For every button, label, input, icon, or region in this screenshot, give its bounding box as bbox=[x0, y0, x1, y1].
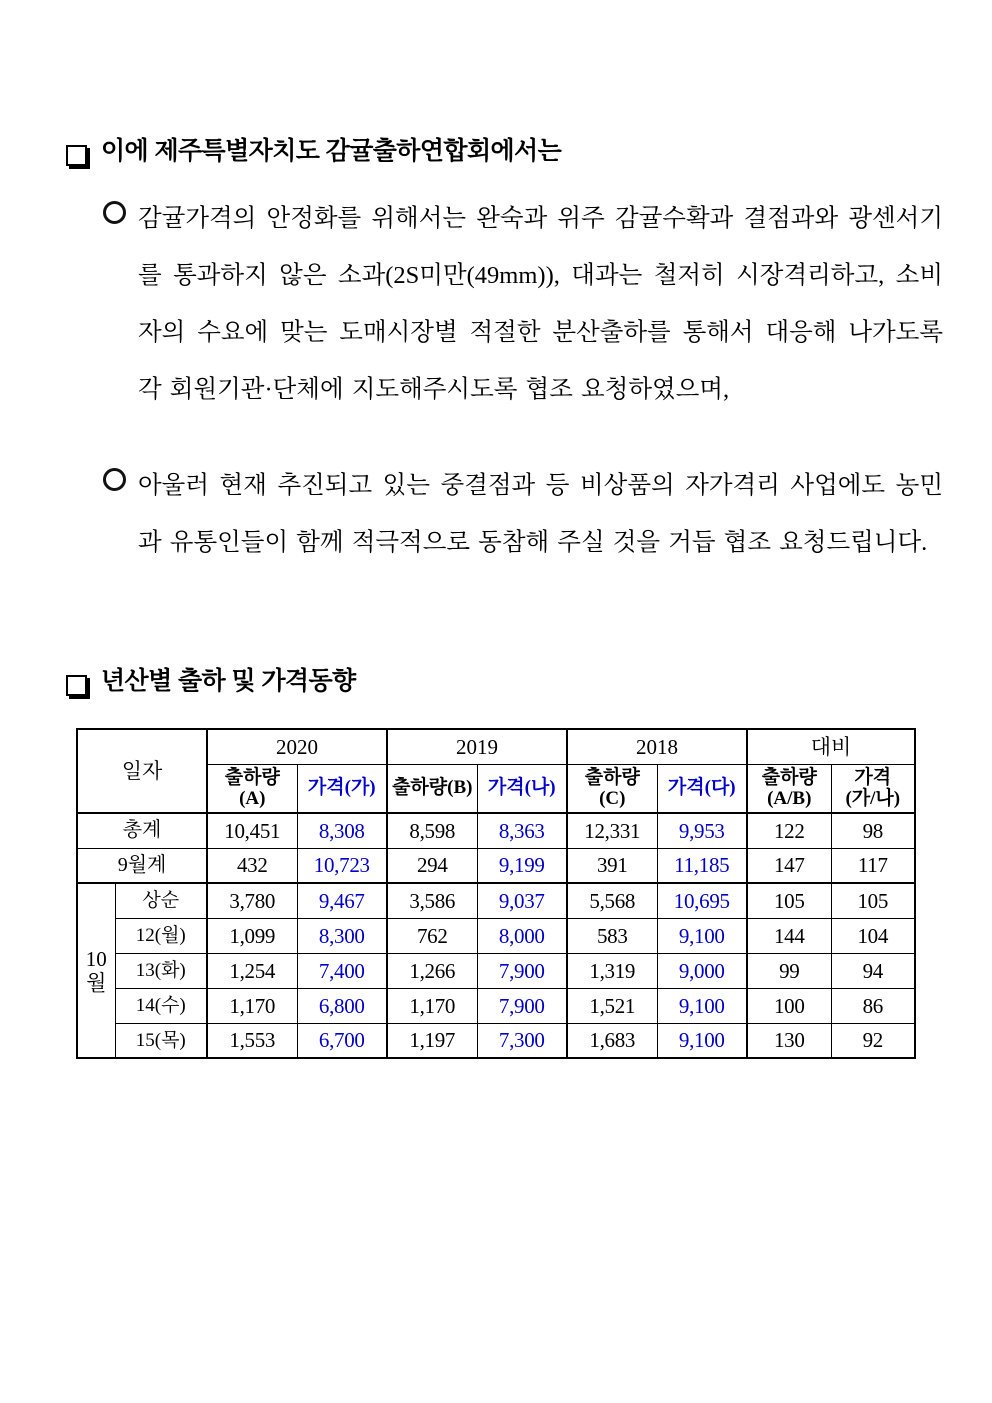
table-row bbox=[77, 883, 915, 918]
cell-compare-price: 86 bbox=[831, 988, 915, 1023]
cell-compare-shipment: 99 bbox=[747, 953, 831, 988]
table-row bbox=[77, 848, 915, 883]
section-heading-1-text: 이에 제주특별자치도 감귤출하연합회에서는 bbox=[101, 137, 562, 165]
cell-shipment-2019: 294 bbox=[387, 848, 477, 883]
cell-price-2020: 6,700 bbox=[297, 1023, 387, 1058]
cell-shipment-2018: 583 bbox=[567, 918, 657, 953]
cell-price-2019: 8,363 bbox=[477, 813, 567, 848]
cell-compare-shipment: 147 bbox=[747, 848, 831, 883]
cell-compare-price: 98 bbox=[831, 813, 915, 848]
cell-compare-shipment: 130 bbox=[747, 1023, 831, 1058]
month-label-line2: 월 bbox=[86, 970, 107, 995]
cell-shipment-2018: 391 bbox=[567, 848, 657, 883]
cell-compare-price: 105 bbox=[831, 883, 915, 918]
cell-price-2020: 6,800 bbox=[297, 988, 387, 1023]
cell-shipment-2020: 1,170 bbox=[207, 988, 297, 1023]
row-label: 12(월) bbox=[115, 918, 207, 953]
cell-shipment-2018: 1,319 bbox=[567, 953, 657, 988]
bullet-paragraph-1 bbox=[103, 190, 943, 418]
cell-price-2020: 8,300 bbox=[297, 918, 387, 953]
row-group-october bbox=[77, 883, 115, 1058]
cell-compare-shipment: 105 bbox=[747, 883, 831, 918]
cell-shipment-2019: 1,197 bbox=[387, 1023, 477, 1058]
cell-shipment-2020: 3,780 bbox=[207, 883, 297, 918]
cell-shipment-2018: 1,521 bbox=[567, 988, 657, 1023]
header-price-na: 가격(나) bbox=[477, 764, 567, 813]
cell-price-2020: 10,723 bbox=[297, 848, 387, 883]
month-label-line1: 10 bbox=[85, 946, 107, 971]
header-group-2019: 2019 bbox=[387, 729, 567, 764]
table-row bbox=[77, 988, 915, 1023]
header-price-ga: 가격(가) bbox=[297, 764, 387, 813]
header-group-2020: 2020 bbox=[207, 729, 387, 764]
cell-price-2018: 9,000 bbox=[657, 953, 747, 988]
circle-bullet-icon bbox=[103, 468, 126, 491]
cell-compare-shipment: 144 bbox=[747, 918, 831, 953]
header-compare-price-line2: (가/나) bbox=[845, 788, 901, 810]
header-date: 일자 bbox=[77, 729, 207, 813]
cell-price-2018: 9,100 bbox=[657, 1023, 747, 1058]
cell-shipment-2020: 10,451 bbox=[207, 813, 297, 848]
square-bullet-icon bbox=[66, 675, 87, 696]
cell-price-2020: 7,400 bbox=[297, 953, 387, 988]
header-shipment-c: 출하량(C) bbox=[567, 764, 657, 813]
cell-price-2020: 9,467 bbox=[297, 883, 387, 918]
shipment-price-table-container bbox=[76, 728, 914, 1059]
row-label: 총계 bbox=[77, 813, 207, 848]
table-row bbox=[77, 813, 915, 848]
table-row bbox=[77, 1023, 915, 1058]
cell-price-2018: 11,185 bbox=[657, 848, 747, 883]
section-heading-2-text: 년산별 출하 및 가격동향 bbox=[101, 667, 356, 695]
cell-compare-price: 104 bbox=[831, 918, 915, 953]
cell-price-2019: 7,300 bbox=[477, 1023, 567, 1058]
cell-compare-price: 92 bbox=[831, 1023, 915, 1058]
header-group-compare: 대비 bbox=[747, 729, 915, 764]
cell-price-2019: 7,900 bbox=[477, 953, 567, 988]
cell-shipment-2020: 1,553 bbox=[207, 1023, 297, 1058]
cell-price-2018: 9,100 bbox=[657, 988, 747, 1023]
row-label: 14(수) bbox=[115, 988, 207, 1023]
cell-price-2019: 9,037 bbox=[477, 883, 567, 918]
section-heading-1 bbox=[66, 136, 561, 167]
header-group-2018: 2018 bbox=[567, 729, 747, 764]
header-compare-price-line1: 가격 bbox=[854, 766, 892, 788]
header-compare-shipment-line2: (A/B) bbox=[767, 788, 812, 810]
row-label: 상순 bbox=[115, 883, 207, 918]
shipment-price-table bbox=[76, 728, 916, 1059]
cell-price-2020: 8,308 bbox=[297, 813, 387, 848]
row-label: 15(목) bbox=[115, 1023, 207, 1058]
circle-bullet-icon bbox=[103, 201, 126, 224]
header-compare-shipment-line1: 출하량 bbox=[761, 766, 817, 788]
cell-shipment-2019: 3,586 bbox=[387, 883, 477, 918]
cell-price-2019: 9,199 bbox=[477, 848, 567, 883]
cell-shipment-2018: 1,683 bbox=[567, 1023, 657, 1058]
cell-shipment-2018: 5,568 bbox=[567, 883, 657, 918]
table-header-row-1 bbox=[77, 729, 915, 764]
header-shipment-a: 출하량(A) bbox=[207, 764, 297, 813]
cell-shipment-2020: 1,254 bbox=[207, 953, 297, 988]
header-compare-shipment bbox=[747, 764, 831, 813]
square-bullet-icon bbox=[66, 145, 87, 166]
table-row bbox=[77, 918, 915, 953]
cell-shipment-2019: 8,598 bbox=[387, 813, 477, 848]
cell-shipment-2019: 1,266 bbox=[387, 953, 477, 988]
cell-price-2018: 9,953 bbox=[657, 813, 747, 848]
bullet-paragraph-2 bbox=[103, 457, 943, 571]
bullet-paragraph-1-text: 감귤가격의 안정화를 위해서는 완숙과 위주 감귤수확과 결점과와 광센서기를 통과하지 않은 소과(2S미만(49mm)), 대과는 철저히 시장격리하고, 소비자의 수요에 맞는 도매시장별 적절한 분산출하를 통해서 대응해 나가도록 각 회원기관·단체에 지도해주시도록 협조 요청하였으며, bbox=[138, 205, 943, 403]
cell-price-2018: 10,695 bbox=[657, 883, 747, 918]
cell-shipment-2019: 1,170 bbox=[387, 988, 477, 1023]
cell-price-2018: 9,100 bbox=[657, 918, 747, 953]
cell-compare-price: 94 bbox=[831, 953, 915, 988]
header-price-da: 가격(다) bbox=[657, 764, 747, 813]
cell-compare-price: 117 bbox=[831, 848, 915, 883]
row-label: 13(화) bbox=[115, 953, 207, 988]
cell-price-2019: 7,900 bbox=[477, 988, 567, 1023]
header-compare-price bbox=[831, 764, 915, 813]
section-heading-2 bbox=[66, 666, 356, 697]
cell-shipment-2019: 762 bbox=[387, 918, 477, 953]
cell-shipment-2020: 432 bbox=[207, 848, 297, 883]
bullet-paragraph-2-text: 아울러 현재 추진되고 있는 중결점과 등 비상품의 자가격리 사업에도 농민과 유통인들이 함께 적극적으로 동참해 주실 것을 거듭 협조 요청드립니다. bbox=[138, 472, 943, 556]
cell-compare-shipment: 100 bbox=[747, 988, 831, 1023]
cell-shipment-2018: 12,331 bbox=[567, 813, 657, 848]
cell-price-2019: 8,000 bbox=[477, 918, 567, 953]
table-row bbox=[77, 953, 915, 988]
cell-shipment-2020: 1,099 bbox=[207, 918, 297, 953]
header-shipment-b: 출하량(B) bbox=[387, 764, 477, 813]
row-label: 9월계 bbox=[77, 848, 207, 883]
cell-compare-shipment: 122 bbox=[747, 813, 831, 848]
